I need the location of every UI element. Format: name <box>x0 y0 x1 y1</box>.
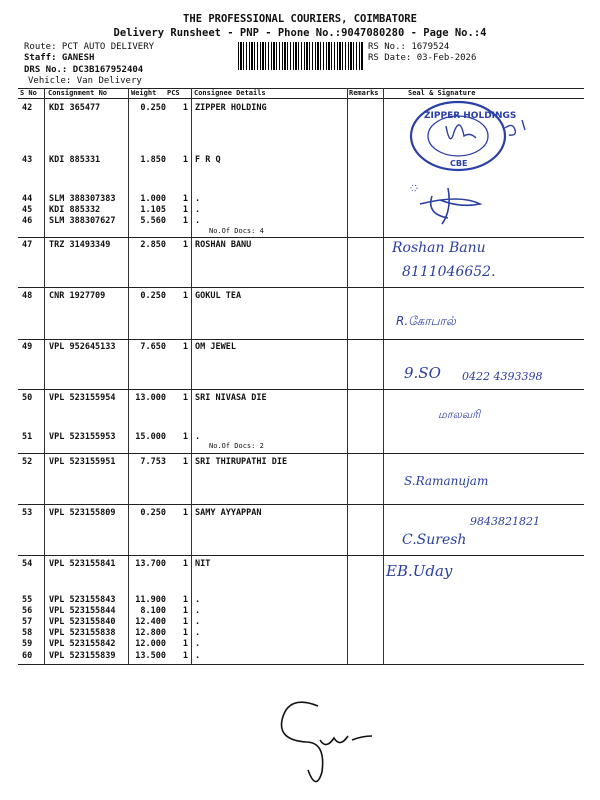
row-sno: 52 <box>22 457 33 467</box>
row-sno: 54 <box>22 559 33 569</box>
row-pcs: 1 <box>182 205 188 215</box>
row-sno: 44 <box>22 194 33 204</box>
row-consignment-no: VPL 952645133 <box>49 342 116 352</box>
row-consignee: . <box>195 651 201 661</box>
docs-count-note: No.Of Docs: 2 <box>209 442 264 450</box>
row-consignee: ZIPPER HOLDING <box>195 103 267 113</box>
row-weight: 0.250 <box>140 508 166 518</box>
stamp-text-bottom: CBE <box>450 159 468 168</box>
omjewel-signature: 9.SO <box>404 364 441 382</box>
row-pcs: 1 <box>182 194 188 204</box>
row-sno: 50 <box>22 393 33 403</box>
row-consignee: . <box>195 432 201 442</box>
row-consignee: GOKUL TEA <box>195 291 242 301</box>
row-pcs: 1 <box>182 508 188 518</box>
roshan-phone: 8111046652. <box>402 264 496 280</box>
row-pcs: 1 <box>182 628 188 638</box>
omjewel-phone: 0422 4393398 <box>462 370 543 383</box>
row-sno: 51 <box>22 432 33 442</box>
row-consignment-no: KDI 365477 <box>49 103 101 113</box>
row-pcs: 1 <box>182 606 188 616</box>
bottom-signature <box>282 702 373 781</box>
row-consignment-no: TRZ 31493349 <box>49 240 111 250</box>
row-weight: 1.105 <box>140 205 166 215</box>
row-consignee: . <box>195 205 201 215</box>
drs-number: DRS No.: DC3B167952404 <box>24 65 144 75</box>
nit-signature: EB.Uday <box>386 562 453 580</box>
row-consignee: NIT <box>195 559 211 569</box>
col-header-remarks: Remarks <box>349 89 379 97</box>
row-weight: 0.250 <box>140 103 166 113</box>
vehicle-info: Vehicle: Van Delivery <box>28 76 142 86</box>
col-header-consignee: Consignee Details <box>194 89 266 97</box>
row-weight: 7.753 <box>140 457 166 467</box>
row-pcs: 1 <box>182 595 188 605</box>
row-pcs: 1 <box>182 457 188 467</box>
row-sno: 49 <box>22 342 33 352</box>
row-consignment-no: VPL 523155841 <box>49 559 116 569</box>
row-consignee: . <box>195 595 201 605</box>
row-pcs: 1 <box>182 559 188 569</box>
row-weight: 2.850 <box>140 240 166 250</box>
row-sno: 48 <box>22 291 33 301</box>
samy-signature: C.Suresh <box>402 532 467 548</box>
row-sno: 45 <box>22 205 33 215</box>
row-consignment-no: CNR 1927709 <box>49 291 106 301</box>
stamp-scribble <box>446 125 476 139</box>
row-weight: 7.650 <box>140 342 166 352</box>
row-consignment-no: VPL 523155951 <box>49 457 116 467</box>
row-consignment-no: VPL 523155843 <box>49 595 116 605</box>
row-consignment-no: KDI 885332 <box>49 205 101 215</box>
col-header-seal-signature: Seal & Signature <box>408 89 476 97</box>
row-consignment-no: VPL 523155840 <box>49 617 116 627</box>
company-title: THE PROFESSIONAL COURIERS, COIMBATORE <box>183 13 417 25</box>
row-weight: 0.250 <box>140 291 166 301</box>
row-consignee: SRI NIVASA DIE <box>195 393 267 403</box>
row-consignment-no: VPL 523155953 <box>49 432 116 442</box>
row-sno: 56 <box>22 606 33 616</box>
runsheet-subtitle: Delivery Runsheet - PNP - Phone No.:9047080280 - Page No.:4 <box>113 27 487 39</box>
row-weight: 1.000 <box>140 194 166 204</box>
col-header-sno: S No <box>20 89 37 97</box>
stamp-inner-ring <box>428 116 488 156</box>
row-sno: 43 <box>22 155 33 165</box>
row-consignee: . <box>195 606 201 616</box>
samy-phone: 9843821821 <box>470 515 540 528</box>
thirupathi-signature: S.Ramanujam <box>404 474 489 488</box>
gokul-signature: R.கோபால் <box>396 314 456 328</box>
row-weight: 12.400 <box>135 617 166 627</box>
srinivasa-signature: மாலவரி <box>438 408 481 421</box>
row-sno: 59 <box>22 639 33 649</box>
row-consignment-no: SLM 388307383 <box>49 194 116 204</box>
row-consignee: . <box>195 194 201 204</box>
row-weight: 15.000 <box>135 432 166 442</box>
row-consignee: ROSHAN BANU <box>195 240 252 250</box>
frq-signature <box>411 185 480 224</box>
row-consignment-no: VPL 523155954 <box>49 393 116 403</box>
stamp-scribble <box>505 120 525 135</box>
row-consignment-no: VPL 523155809 <box>49 508 116 518</box>
row-consignment-no: VPL 523155842 <box>49 639 116 649</box>
col-header-pcs: PCS <box>167 89 180 97</box>
staff-info: Staff: GANESH <box>24 53 95 63</box>
docs-count-note: No.Of Docs: 4 <box>209 227 264 235</box>
rs-date: RS Date: 03-Feb-2026 <box>368 53 477 63</box>
row-weight: 13.000 <box>135 393 166 403</box>
row-consignment-no: VPL 523155838 <box>49 628 116 638</box>
row-consignee: . <box>195 617 201 627</box>
row-weight: 12.000 <box>135 639 166 649</box>
row-pcs: 1 <box>182 639 188 649</box>
roshan-signature: Roshan Banu <box>392 240 486 256</box>
row-weight: 12.800 <box>135 628 166 638</box>
row-pcs: 1 <box>182 432 188 442</box>
row-pcs: 1 <box>182 651 188 661</box>
row-pcs: 1 <box>182 216 188 226</box>
row-weight: 1.850 <box>140 155 166 165</box>
row-sno: 46 <box>22 216 33 226</box>
row-consignment-no: SLM 388307627 <box>49 216 116 226</box>
row-consignment-no: KDI 885331 <box>49 155 101 165</box>
row-pcs: 1 <box>182 393 188 403</box>
row-sno: 60 <box>22 651 33 661</box>
row-sno: 47 <box>22 240 33 250</box>
col-header-consignment: Consignment No <box>48 89 108 97</box>
col-header-weight: Weight <box>131 89 157 97</box>
row-consignee: F R Q <box>195 155 221 165</box>
row-sno: 42 <box>22 103 33 113</box>
row-weight: 8.100 <box>140 606 166 616</box>
row-weight: 5.560 <box>140 216 166 226</box>
row-sno: 58 <box>22 628 33 638</box>
row-sno: 55 <box>22 595 33 605</box>
row-consignee: . <box>195 639 201 649</box>
row-weight: 13.500 <box>135 651 166 661</box>
row-pcs: 1 <box>182 291 188 301</box>
row-sno: 53 <box>22 508 33 518</box>
row-consignee: . <box>195 216 201 226</box>
row-weight: 11.900 <box>135 595 166 605</box>
row-consignee: OM JEWEL <box>195 342 236 352</box>
row-consignee: SRI THIRUPATHI DIE <box>195 457 288 467</box>
row-consignment-no: VPL 523155844 <box>49 606 116 616</box>
route-info: Route: PCT AUTO DELIVERY <box>24 42 155 52</box>
row-pcs: 1 <box>182 342 188 352</box>
row-consignee: SAMY AYYAPPAN <box>195 508 262 518</box>
rs-number: RS No.: 1679524 <box>368 42 450 52</box>
row-sno: 57 <box>22 617 33 627</box>
row-pcs: 1 <box>182 240 188 250</box>
row-pcs: 1 <box>182 155 188 165</box>
stamp-text-top: ZIPPER HOLDINGS <box>424 111 517 121</box>
row-pcs: 1 <box>182 103 188 113</box>
row-pcs: 1 <box>182 617 188 627</box>
row-consignee: . <box>195 628 201 638</box>
row-weight: 13.700 <box>135 559 166 569</box>
row-consignment-no: VPL 523155839 <box>49 651 116 661</box>
